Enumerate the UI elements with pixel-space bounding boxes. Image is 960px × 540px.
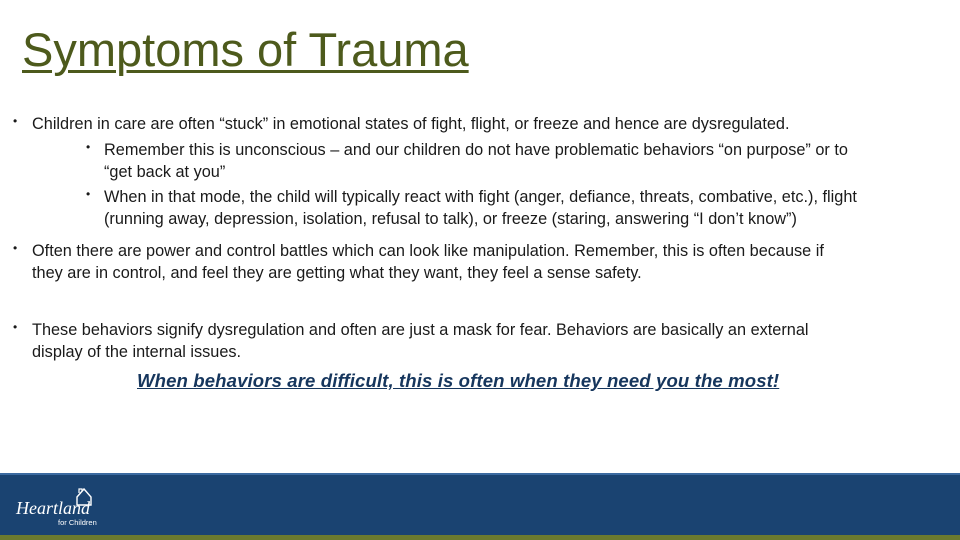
bullet-dot: • <box>13 320 18 334</box>
sub-bullet-2-line-1: When in that mode, the child will typically react with fight (anger, defiance, threats, combative, etc.), flight <box>104 188 857 206</box>
sub-bullet-2 <box>0 186 960 230</box>
bullet-2 <box>0 240 960 284</box>
bullet-1-text: Children in care are often “stuck” in emotional states of fight, flight, or freeze and hence are dysregulated. <box>32 115 790 133</box>
heartland-logo <box>14 483 104 529</box>
bullet-3-line-1: These behaviors signify dysregulation and often are just a mask for fear. Behaviors are basically an external <box>32 321 809 339</box>
sub-bullet-1 <box>0 139 960 183</box>
slide-title: Symptoms of Trauma <box>22 23 469 76</box>
bullet-dot: • <box>86 187 91 201</box>
bullet-dot: • <box>13 241 18 255</box>
bullet-1 <box>0 113 960 135</box>
bullet-dot: • <box>13 114 18 128</box>
sub-bullet-1-line-1: Remember this is unconscious – and our children do not have problematic behaviors “on purpose” or to <box>104 141 848 159</box>
svg-text:for Children: for Children <box>58 518 97 527</box>
svg-text:Heartland: Heartland <box>16 498 90 518</box>
bullet-3-line-2: display of the internal issues. <box>32 343 242 361</box>
bullet-3 <box>0 319 960 363</box>
sub-bullet-2-line-2: (running away, depression, isolation, refusal to talk), or freeze (staring, answering “I don’t know”) <box>104 210 797 228</box>
bullet-2-line-2: they are in control, and feel they are getting what they want, they feel a sense safety. <box>32 264 642 282</box>
bullet-dot: • <box>86 140 91 154</box>
footer-bar <box>0 473 960 537</box>
footer-accent-stripe <box>0 535 960 540</box>
bullet-2-line-1: Often there are power and control battles which can look like manipulation. Remember, this is often because if <box>32 242 824 260</box>
sub-bullet-1-line-2: “get back at you” <box>104 163 226 181</box>
closing-statement: When behaviors are difficult, this is often when they need you the most! <box>137 370 780 391</box>
